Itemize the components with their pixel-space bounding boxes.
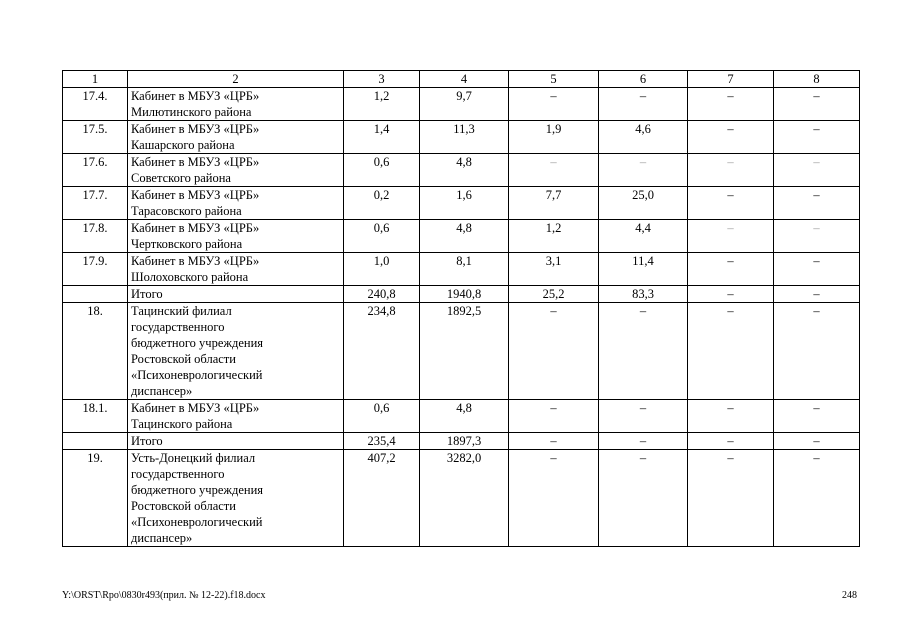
cell: – xyxy=(688,121,774,154)
cell: 11,3 xyxy=(420,121,509,154)
row-number: 17.7. xyxy=(63,187,128,220)
table-row xyxy=(63,187,860,220)
cell: – xyxy=(688,88,774,121)
cell: 0,6 xyxy=(344,220,420,253)
table-row xyxy=(63,220,860,253)
column-header: 6 xyxy=(599,71,688,88)
column-header: 4 xyxy=(420,71,509,88)
cell: 1,6 xyxy=(420,187,509,220)
table-row xyxy=(63,154,860,187)
cell: – xyxy=(599,88,688,121)
cell: – xyxy=(774,253,860,286)
row-number: 18.1. xyxy=(63,400,128,433)
cell: – xyxy=(774,187,860,220)
cell: 11,4 xyxy=(599,253,688,286)
row-name: Кабинет в МБУЗ «ЦРБ» Кашарского района xyxy=(128,121,344,154)
total-row xyxy=(63,286,860,303)
cell: – xyxy=(688,286,774,303)
row-name: Итого xyxy=(128,286,344,303)
column-header: 5 xyxy=(509,71,599,88)
cell: 0,6 xyxy=(344,154,420,187)
row-number: 17.8. xyxy=(63,220,128,253)
table-header-row xyxy=(63,71,860,88)
table-row xyxy=(63,121,860,154)
table-row xyxy=(63,400,860,433)
cell: 4,4 xyxy=(599,220,688,253)
cell: 1,4 xyxy=(344,121,420,154)
cell: 4,8 xyxy=(420,400,509,433)
cell: – xyxy=(509,303,599,400)
row-name: Итого xyxy=(128,433,344,450)
table-row xyxy=(63,450,860,547)
cell: – xyxy=(688,253,774,286)
total-row xyxy=(63,433,860,450)
row-number: 18. xyxy=(63,303,128,400)
cell: – xyxy=(774,88,860,121)
table-row xyxy=(63,253,860,286)
row-number: 17.4. xyxy=(63,88,128,121)
cell: 235,4 xyxy=(344,433,420,450)
cell: 83,3 xyxy=(599,286,688,303)
cell: 1892,5 xyxy=(420,303,509,400)
cell: 0,2 xyxy=(344,187,420,220)
cell: – xyxy=(599,154,688,187)
cell: – xyxy=(688,400,774,433)
row-name: Кабинет в МБУЗ «ЦРБ» Тацинского района xyxy=(128,400,344,433)
column-header: 1 xyxy=(63,71,128,88)
cell: – xyxy=(774,450,860,547)
cell: 240,8 xyxy=(344,286,420,303)
cell: 1,0 xyxy=(344,253,420,286)
cell: – xyxy=(774,433,860,450)
cell: – xyxy=(774,400,860,433)
column-header: 3 xyxy=(344,71,420,88)
cell: – xyxy=(688,154,774,187)
cell: – xyxy=(509,400,599,433)
cell: – xyxy=(599,433,688,450)
cell: – xyxy=(688,220,774,253)
row-number xyxy=(63,433,128,450)
row-number: 17.9. xyxy=(63,253,128,286)
cell: – xyxy=(599,450,688,547)
cell: – xyxy=(688,303,774,400)
row-name: Усть-Донецкий филиал государственного бюджетного учреждения Ростовской области «Психоневрологический диспансер» xyxy=(128,450,344,547)
cell: 4,6 xyxy=(599,121,688,154)
row-number: 17.6. xyxy=(63,154,128,187)
cell: – xyxy=(774,286,860,303)
row-number: 19. xyxy=(63,450,128,547)
cell: 25,2 xyxy=(509,286,599,303)
cell: 4,8 xyxy=(420,154,509,187)
cell: 1940,8 xyxy=(420,286,509,303)
row-name: Кабинет в МБУЗ «ЦРБ» Тарасовского района xyxy=(128,187,344,220)
cell: 9,7 xyxy=(420,88,509,121)
cell: – xyxy=(688,433,774,450)
cell: 234,8 xyxy=(344,303,420,400)
table-row xyxy=(63,303,860,400)
table-row xyxy=(63,88,860,121)
row-name: Кабинет в МБУЗ «ЦРБ» Милютинского района xyxy=(128,88,344,121)
cell: – xyxy=(774,220,860,253)
cell: – xyxy=(599,303,688,400)
cell: 0,6 xyxy=(344,400,420,433)
page-number: 248 xyxy=(842,590,857,601)
cell: – xyxy=(509,154,599,187)
row-name: Кабинет в МБУЗ «ЦРБ» Шолоховского района xyxy=(128,253,344,286)
cell: – xyxy=(599,400,688,433)
cell: 8,1 xyxy=(420,253,509,286)
footer-file-path: Y:\ORST\Rpo\0830r493(прил. № 12-22).f18.docx xyxy=(62,590,266,601)
cell: 3282,0 xyxy=(420,450,509,547)
cell: – xyxy=(774,154,860,187)
cell: 3,1 xyxy=(509,253,599,286)
cell: – xyxy=(509,433,599,450)
cell: – xyxy=(509,88,599,121)
cell: – xyxy=(509,450,599,547)
column-header: 2 xyxy=(128,71,344,88)
cell: 25,0 xyxy=(599,187,688,220)
cell: 7,7 xyxy=(509,187,599,220)
cell: – xyxy=(774,121,860,154)
cell: – xyxy=(688,187,774,220)
cell: 1,2 xyxy=(509,220,599,253)
row-name: Кабинет в МБУЗ «ЦРБ» Советского района xyxy=(128,154,344,187)
cell: 1897,3 xyxy=(420,433,509,450)
cell: 4,8 xyxy=(420,220,509,253)
cell: 1,2 xyxy=(344,88,420,121)
row-number: 17.5. xyxy=(63,121,128,154)
cell: – xyxy=(688,450,774,547)
column-header: 7 xyxy=(688,71,774,88)
data-table xyxy=(62,70,860,547)
cell: – xyxy=(774,303,860,400)
row-name: Тацинский филиал государственного бюджетного учреждения Ростовской области «Психоневрологический диспансер» xyxy=(128,303,344,400)
row-name: Кабинет в МБУЗ «ЦРБ» Чертковского района xyxy=(128,220,344,253)
row-number xyxy=(63,286,128,303)
cell: 407,2 xyxy=(344,450,420,547)
cell: 1,9 xyxy=(509,121,599,154)
column-header: 8 xyxy=(774,71,860,88)
